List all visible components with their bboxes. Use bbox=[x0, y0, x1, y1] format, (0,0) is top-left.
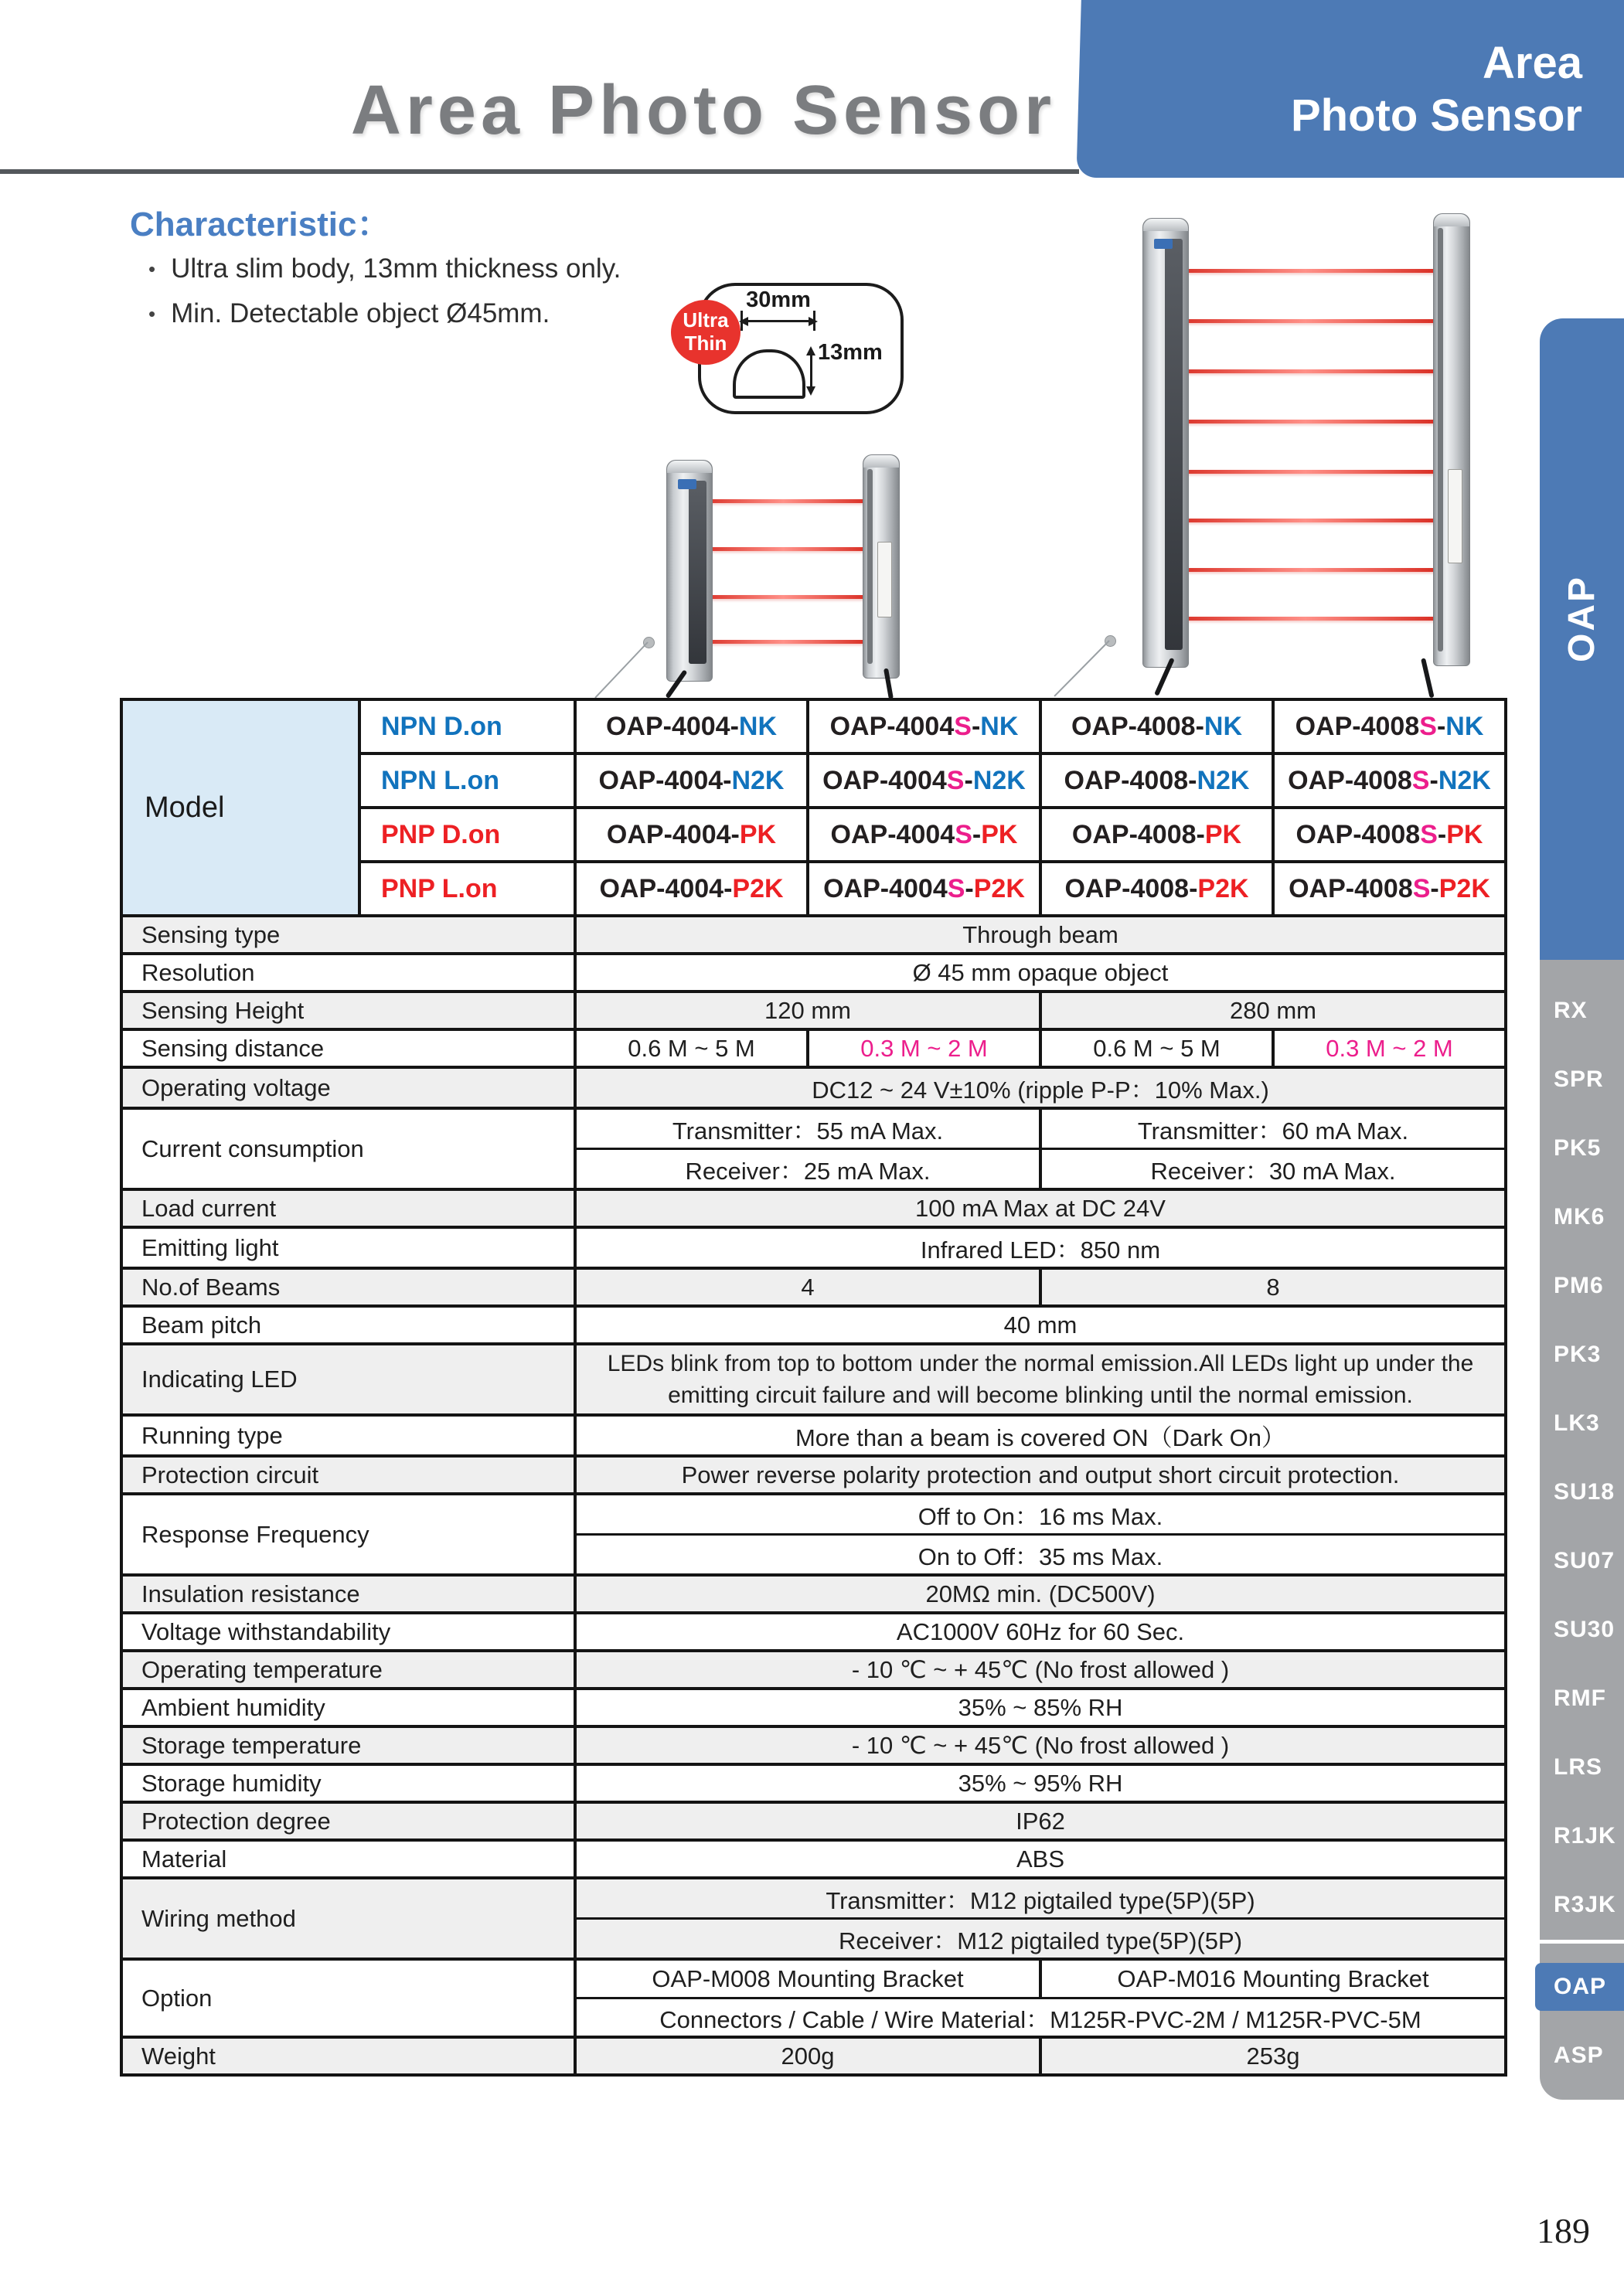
spec-row bbox=[123, 1304, 1504, 1342]
model-row bbox=[361, 752, 1504, 806]
model-dash: - bbox=[1196, 819, 1205, 849]
spec-line bbox=[577, 1652, 1504, 1687]
model-suffix: P2K bbox=[732, 873, 784, 903]
spec-row bbox=[123, 1188, 1504, 1226]
sensor-transmitter-8beam bbox=[1142, 218, 1189, 668]
sidebar-tab-pk5: PK5 bbox=[1554, 1135, 1602, 1161]
spec-label: Protection circuit bbox=[123, 1458, 577, 1492]
spec-rows bbox=[123, 914, 1504, 2073]
spec-value-cell: Receiver：30 mA Max. bbox=[1039, 1150, 1504, 1188]
spec-label: Resolution bbox=[123, 955, 577, 990]
model-number-cell bbox=[577, 755, 806, 806]
sidebar-tab-pk3: PK3 bbox=[1554, 1342, 1602, 1367]
spec-label: Voltage withstandability bbox=[123, 1614, 577, 1649]
sidebar-tab-lk3: LK3 bbox=[1554, 1410, 1600, 1436]
spec-values bbox=[577, 1191, 1504, 1226]
spec-values bbox=[577, 1804, 1504, 1839]
spec-value-cell: Through beam bbox=[962, 920, 1118, 948]
dimension-tick bbox=[741, 311, 743, 331]
spec-line bbox=[577, 1191, 1504, 1226]
model-suffix: PK bbox=[1446, 819, 1483, 849]
spec-label: Emitting light bbox=[123, 1229, 577, 1267]
bullet-text: Ultra slim body, 13mm thickness only. bbox=[171, 253, 621, 284]
spec-values bbox=[577, 1766, 1504, 1801]
led-strip bbox=[1165, 239, 1183, 650]
light-beam bbox=[1175, 369, 1436, 373]
spec-line bbox=[577, 1069, 1504, 1107]
corner-category-badge-text bbox=[1291, 37, 1582, 142]
spec-row bbox=[123, 1342, 1504, 1413]
spec-value-cell: Connectors / Cable / Wire Material：M125R-PVC-2M / M125R-PVC-5M bbox=[659, 2006, 1421, 2033]
spec-value-cell: 4 bbox=[801, 1273, 815, 1301]
model-dash: - bbox=[971, 711, 981, 741]
spec-row bbox=[123, 1267, 1504, 1304]
spec-row bbox=[123, 1687, 1504, 1725]
model-dash: - bbox=[1430, 873, 1439, 903]
model-s-flag: S bbox=[1412, 873, 1431, 903]
output-type-cell: PNP D.on bbox=[361, 809, 577, 860]
bullet-text: Min. Detectable object Ø45mm. bbox=[171, 298, 550, 328]
bullet-icon: • bbox=[148, 257, 156, 281]
spec-value-cell: Transmitter：60 mA Max. bbox=[1039, 1110, 1504, 1148]
spec-value-cell: Ø 45 mm opaque object bbox=[912, 958, 1169, 986]
model-dash: - bbox=[964, 765, 973, 795]
thickness-dimension-label: 13mm bbox=[818, 340, 883, 365]
model-prefix: OAP-4004 bbox=[822, 765, 947, 795]
spec-line bbox=[577, 1577, 1504, 1611]
model-number-cell bbox=[1039, 863, 1272, 914]
output-type-cell: PNP L.on bbox=[361, 863, 577, 914]
width-arrow bbox=[742, 320, 815, 322]
model-number-cell bbox=[806, 755, 1039, 806]
badge-line-1: Area bbox=[1483, 38, 1582, 88]
dimension-tick bbox=[813, 311, 815, 331]
sidebar-index bbox=[1540, 960, 1624, 2100]
spec-value-cell: Power reverse polarity protection and output short circuit protection. bbox=[681, 1461, 1400, 1488]
spec-value-cell: OAP-M016 Mounting Bracket bbox=[1039, 1961, 1504, 1997]
sidebar-tab-rmf: RMF bbox=[1554, 1685, 1606, 1711]
spec-row bbox=[123, 1876, 1504, 1958]
characteristic-bullet bbox=[148, 298, 550, 329]
spec-label: Sensing type bbox=[123, 917, 577, 952]
light-beam bbox=[700, 640, 867, 644]
sidebar-tab-su18: SU18 bbox=[1554, 1479, 1615, 1505]
model-dash: - bbox=[730, 711, 739, 741]
spec-label: Option bbox=[123, 1961, 577, 2036]
characteristic-bullet bbox=[148, 253, 621, 284]
model-number-cell bbox=[577, 863, 806, 914]
spec-line bbox=[577, 955, 1504, 990]
spec-label: Protection degree bbox=[123, 1804, 577, 1839]
spec-line bbox=[577, 1110, 1504, 1148]
model-matrix bbox=[123, 701, 1504, 914]
spec-line bbox=[577, 1690, 1504, 1725]
spec-values bbox=[577, 1458, 1504, 1492]
model-prefix: OAP-4008 bbox=[1288, 765, 1412, 795]
spec-value-cell: - 10 ℃ ~ + 45℃ (No frost allowed ) bbox=[851, 1655, 1230, 1683]
spec-value-cell: DC12 ~ 24 V±10% (ripple P-P：10% Max.) bbox=[812, 1077, 1269, 1104]
model-suffix: N2K bbox=[731, 765, 785, 795]
spec-line bbox=[577, 1766, 1504, 1801]
model-s-flag: S bbox=[955, 819, 972, 849]
spec-line bbox=[577, 1458, 1504, 1492]
spec-label: Ambient humidity bbox=[123, 1690, 577, 1725]
spec-values bbox=[577, 993, 1504, 1028]
model-number-cell bbox=[1039, 701, 1272, 752]
spec-values bbox=[577, 1308, 1504, 1342]
spec-row bbox=[123, 990, 1504, 1028]
model-s-flag: S bbox=[946, 765, 965, 795]
model-suffix: NK bbox=[980, 711, 1019, 741]
model-prefix: OAP-4004 bbox=[830, 819, 955, 849]
spec-line bbox=[577, 1917, 1504, 1958]
spec-value-cell: 0.6 M ~ 5 M bbox=[1039, 1031, 1272, 1066]
model-number-cell bbox=[806, 863, 1039, 914]
spec-row bbox=[123, 1801, 1504, 1839]
spec-value-cell: 253g bbox=[1039, 2039, 1504, 2073]
spec-line bbox=[577, 917, 1504, 952]
characteristic-heading: Characteristic： bbox=[130, 206, 391, 243]
spec-line bbox=[577, 1229, 1504, 1267]
model-s-flag: S bbox=[1419, 711, 1437, 741]
light-beam bbox=[1175, 269, 1436, 273]
spec-values bbox=[577, 1345, 1504, 1413]
sensor-cap bbox=[1434, 214, 1469, 226]
spec-label: Operating temperature bbox=[123, 1652, 577, 1687]
badge-line-2: Photo Sensor bbox=[1290, 90, 1582, 141]
light-beam bbox=[700, 595, 867, 599]
model-prefix: OAP-4008 bbox=[1295, 711, 1420, 741]
model-dash: - bbox=[1189, 873, 1198, 903]
model-prefix: OAP-4004 bbox=[598, 765, 723, 795]
model-prefix: OAP-4008 bbox=[1295, 819, 1421, 849]
spec-value-cell: 0.3 M ~ 2 M bbox=[806, 1031, 1039, 1066]
spec-value-cell: - 10 ℃ ~ + 45℃ (No frost allowed ) bbox=[851, 1731, 1230, 1759]
model-dash: - bbox=[723, 873, 733, 903]
model-s-flag: S bbox=[954, 711, 972, 741]
spec-values bbox=[577, 2039, 1504, 2073]
spec-row bbox=[123, 1958, 1504, 2036]
sidebar-tab-pm6: PM6 bbox=[1554, 1273, 1604, 1298]
spec-row bbox=[123, 952, 1504, 990]
width-dimension-label: 30mm bbox=[746, 287, 811, 312]
brand-tag bbox=[678, 479, 696, 489]
spec-value-cell: OAP-M008 Mounting Bracket bbox=[652, 1964, 964, 1992]
sidebar-tab-spr: SPR bbox=[1554, 1066, 1604, 1092]
spec-line bbox=[577, 993, 1504, 1028]
spec-label: Running type bbox=[123, 1417, 577, 1454]
spec-label: Wiring method bbox=[123, 1879, 577, 1958]
spec-line bbox=[577, 1842, 1504, 1876]
spec-row bbox=[123, 1649, 1504, 1687]
spec-label: Sensing distance bbox=[123, 1031, 577, 1066]
model-prefix: OAP-4004 bbox=[829, 711, 955, 741]
spec-row bbox=[123, 1573, 1504, 1611]
spec-line bbox=[577, 1417, 1504, 1454]
model-suffix: PK bbox=[1204, 819, 1242, 849]
spec-label: Material bbox=[123, 1842, 577, 1876]
spec-row bbox=[123, 1839, 1504, 1876]
sidebar-tab-rx: RX bbox=[1554, 998, 1588, 1023]
spec-value-cell: Receiver：M12 pigtailed type(5P)(5P) bbox=[838, 1927, 1243, 1954]
spec-label: Indicating LED bbox=[123, 1345, 577, 1413]
sidebar-tab-r3jk: R3JK bbox=[1554, 1892, 1616, 1917]
light-beam bbox=[700, 547, 867, 551]
spec-label: Sensing Height bbox=[123, 993, 577, 1028]
light-beam bbox=[700, 499, 867, 503]
model-prefix: OAP-4008 bbox=[1064, 873, 1190, 903]
model-dash: - bbox=[1429, 765, 1438, 795]
spec-value-cell: IP62 bbox=[1016, 1807, 1065, 1835]
model-row bbox=[361, 806, 1504, 860]
spec-value-cell: 20MΩ min. (DC500V) bbox=[925, 1580, 1156, 1607]
spec-values bbox=[577, 1417, 1504, 1454]
spec-values bbox=[577, 917, 1504, 952]
model-suffix: P2K bbox=[1438, 873, 1490, 903]
spec-row bbox=[123, 914, 1504, 952]
spec-label: Operating voltage bbox=[123, 1069, 577, 1107]
spec-value-cell: Transmitter：M12 pigtailed type(5P)(5P) bbox=[826, 1887, 1255, 1914]
spec-value-cell: ABS bbox=[1016, 1845, 1065, 1873]
leader-line bbox=[594, 641, 648, 698]
ultra-thin-badge bbox=[671, 300, 741, 365]
sidebar-tab-su30: SU30 bbox=[1554, 1617, 1615, 1642]
model-dash: - bbox=[1188, 765, 1197, 795]
model-number-cell bbox=[1039, 755, 1272, 806]
model-header-cell: Model bbox=[123, 701, 361, 914]
spec-row bbox=[123, 1107, 1504, 1188]
spec-line bbox=[577, 1533, 1504, 1573]
spec-values bbox=[577, 1495, 1504, 1573]
model-suffix: N2K bbox=[1197, 765, 1250, 795]
spec-value-cell: Off to On：16 ms Max. bbox=[918, 1503, 1163, 1530]
model-prefix: OAP-4008 bbox=[1071, 711, 1196, 741]
output-type-cell: NPN L.on bbox=[361, 755, 577, 806]
spec-values bbox=[577, 1652, 1504, 1687]
model-dash: - bbox=[1437, 819, 1447, 849]
spec-line bbox=[577, 1728, 1504, 1763]
model-s-flag: S bbox=[947, 873, 965, 903]
model-prefix: OAP-4004 bbox=[599, 873, 724, 903]
spec-line bbox=[577, 1961, 1504, 1997]
spec-label: Weight bbox=[123, 2039, 577, 2073]
sidebar-tab-r1jk: R1JK bbox=[1554, 1823, 1616, 1849]
spec-value-cell: 35% ~ 95% RH bbox=[958, 1769, 1123, 1797]
model-suffix: N2K bbox=[972, 765, 1026, 795]
model-row bbox=[361, 701, 1504, 752]
sensor-receiver-8beam bbox=[1433, 213, 1470, 666]
spec-line bbox=[577, 1270, 1504, 1304]
ultra-thin-line-2: Thin bbox=[684, 332, 727, 355]
light-beam bbox=[1175, 470, 1436, 474]
model-number-cell bbox=[806, 701, 1039, 752]
page-number: 189 bbox=[1537, 2211, 1590, 2250]
spec-value-cell: 200g bbox=[781, 2042, 835, 2070]
spec-values bbox=[577, 1614, 1504, 1649]
spec-value-cell: Transmitter：55 mA Max. bbox=[672, 1117, 944, 1145]
sensor-receiver-4beam bbox=[863, 454, 900, 679]
model-suffix: PK bbox=[981, 819, 1018, 849]
spec-value-cell: 35% ~ 85% RH bbox=[958, 1693, 1123, 1721]
spec-values bbox=[577, 1229, 1504, 1267]
sensor-cable bbox=[1421, 658, 1435, 698]
bullet-icon: • bbox=[148, 301, 156, 325]
spec-values bbox=[577, 1690, 1504, 1725]
leader-line bbox=[1054, 640, 1109, 696]
spec-line bbox=[577, 1031, 1504, 1066]
spec-row bbox=[123, 1226, 1504, 1267]
model-suffix: P2K bbox=[973, 873, 1025, 903]
spec-label: Response Frequency bbox=[123, 1495, 577, 1573]
model-number-cell bbox=[1272, 863, 1504, 914]
model-dash: - bbox=[965, 873, 974, 903]
sensor-edge bbox=[1438, 228, 1443, 651]
sensor-transmitter-4beam bbox=[666, 460, 713, 682]
spec-sticker bbox=[877, 542, 892, 617]
spec-sticker bbox=[1448, 469, 1462, 563]
spec-line bbox=[577, 2039, 1504, 2073]
sensor-cap bbox=[863, 455, 899, 468]
spec-values bbox=[577, 1842, 1504, 1876]
spec-values bbox=[577, 1270, 1504, 1304]
model-dash: - bbox=[723, 765, 732, 795]
spec-row bbox=[123, 2036, 1504, 2073]
spec-label: No.of Beams bbox=[123, 1270, 577, 1304]
model-dash: - bbox=[1436, 711, 1446, 741]
model-suffix: PK bbox=[739, 819, 777, 849]
model-prefix: OAP-4004 bbox=[606, 819, 731, 849]
model-dash: - bbox=[972, 819, 982, 849]
model-prefix: OAP-4004 bbox=[823, 873, 948, 903]
spec-label: Storage humidity bbox=[123, 1766, 577, 1801]
spec-value-cell: 280 mm bbox=[1039, 993, 1504, 1028]
light-beam bbox=[1175, 420, 1436, 423]
spec-values bbox=[577, 1110, 1504, 1188]
spec-row bbox=[123, 1066, 1504, 1107]
model-prefix: OAP-4008 bbox=[1064, 765, 1189, 795]
spec-line bbox=[577, 1879, 1504, 1917]
sidebar-current-section-label bbox=[1540, 510, 1624, 726]
spec-values bbox=[577, 955, 1504, 990]
sidebar-tab-oap-active: OAP bbox=[1535, 1963, 1624, 2011]
spec-values bbox=[577, 1879, 1504, 1958]
output-type-cell: NPN D.on bbox=[361, 701, 577, 752]
spec-value-cell: AC1000V 60Hz for 60 Sec. bbox=[896, 1617, 1185, 1645]
model-number-cell bbox=[577, 701, 806, 752]
spec-values bbox=[577, 1069, 1504, 1107]
sidebar-divider bbox=[1540, 1940, 1624, 1944]
model-number-cell bbox=[577, 809, 806, 860]
spec-value-cell: Infrared LED：850 nm bbox=[920, 1236, 1161, 1264]
spec-line bbox=[577, 1614, 1504, 1649]
sidebar-main-tab-text: OAP bbox=[1561, 574, 1603, 662]
spec-row bbox=[123, 1611, 1504, 1649]
spec-label: Insulation resistance bbox=[123, 1577, 577, 1611]
brand-tag bbox=[1154, 239, 1173, 249]
model-prefix: OAP-4004 bbox=[605, 711, 730, 741]
sensor-edge bbox=[867, 469, 873, 664]
spec-value-cell: 120 mm bbox=[764, 996, 851, 1024]
spec-value-cell: More than a beam is covered ON（Dark On） bbox=[795, 1424, 1286, 1451]
model-suffix: NK bbox=[738, 711, 778, 741]
sidebar-tab-asp: ASP bbox=[1554, 2043, 1604, 2068]
model-number-cell bbox=[806, 809, 1039, 860]
spec-label: Load current bbox=[123, 1191, 577, 1226]
spec-values bbox=[577, 1577, 1504, 1611]
spec-value-cell: On to Off：35 ms Max. bbox=[918, 1543, 1163, 1570]
sidebar-tab-mk6: MK6 bbox=[1554, 1204, 1605, 1230]
spec-row bbox=[123, 1413, 1504, 1454]
model-dash: - bbox=[730, 819, 740, 849]
spec-row bbox=[123, 1454, 1504, 1492]
spec-values bbox=[577, 1031, 1504, 1066]
spec-value-cell: 0.3 M ~ 2 M bbox=[1272, 1031, 1504, 1066]
model-row bbox=[361, 860, 1504, 914]
specification-table bbox=[120, 698, 1507, 2077]
spec-values bbox=[577, 1961, 1504, 2036]
spec-line bbox=[577, 1345, 1504, 1413]
model-prefix: OAP-4008 bbox=[1071, 819, 1197, 849]
spec-row bbox=[123, 1763, 1504, 1801]
sidebar-tab-su07: SU07 bbox=[1554, 1548, 1615, 1573]
spec-row bbox=[123, 1492, 1504, 1573]
light-beam bbox=[1175, 319, 1436, 323]
model-s-flag: S bbox=[1420, 819, 1438, 849]
spec-line bbox=[577, 1997, 1504, 2036]
spec-line bbox=[577, 1804, 1504, 1839]
sensor-cap bbox=[1143, 219, 1188, 231]
model-number-cell bbox=[1272, 755, 1504, 806]
spec-value-cell: 40 mm bbox=[1003, 1311, 1078, 1338]
model-suffix: P2K bbox=[1197, 873, 1249, 903]
model-s-flag: S bbox=[1411, 765, 1430, 795]
spec-label: Storage temperature bbox=[123, 1728, 577, 1763]
model-dash: - bbox=[1195, 711, 1204, 741]
model-suffix: NK bbox=[1204, 711, 1243, 741]
model-number-cell bbox=[1272, 701, 1504, 752]
model-number-cell bbox=[1039, 809, 1272, 860]
sidebar-tab-lrs: LRS bbox=[1554, 1754, 1602, 1780]
model-suffix: N2K bbox=[1438, 765, 1491, 795]
spec-label: Current consumption bbox=[123, 1110, 577, 1188]
spec-line bbox=[577, 1148, 1504, 1188]
spec-row bbox=[123, 1725, 1504, 1763]
spec-label: Beam pitch bbox=[123, 1308, 577, 1342]
sensor-cap bbox=[667, 461, 712, 473]
spec-value-cell: 100 mA Max at DC 24V bbox=[915, 1194, 1166, 1222]
light-beam bbox=[1175, 519, 1436, 522]
title-divider bbox=[0, 169, 1079, 174]
light-beam bbox=[1175, 568, 1436, 572]
led-strip bbox=[689, 481, 706, 664]
spec-value-cell: Receiver：25 mA Max. bbox=[685, 1158, 931, 1185]
spec-row bbox=[123, 1028, 1504, 1066]
spec-value-cell: LEDs blink from top to bottom under the normal emission.All LEDs light up under the emitting circuit failure and will become blinking until the normal emission. bbox=[607, 1350, 1474, 1408]
spec-line bbox=[577, 1308, 1504, 1342]
spec-line bbox=[577, 1495, 1504, 1533]
spec-values bbox=[577, 1728, 1504, 1763]
ultra-thin-line-1: Ultra bbox=[683, 308, 729, 332]
page-title: Area Photo Sensor bbox=[350, 72, 1057, 149]
model-suffix: NK bbox=[1445, 711, 1484, 741]
model-prefix: OAP-4008 bbox=[1289, 873, 1413, 903]
height-arrow bbox=[810, 349, 812, 393]
light-beam bbox=[1175, 617, 1436, 621]
spec-value-cell: 8 bbox=[1039, 1270, 1504, 1304]
spec-value-cell: 0.6 M ~ 5 M bbox=[628, 1034, 755, 1062]
model-number-cell bbox=[1272, 809, 1504, 860]
